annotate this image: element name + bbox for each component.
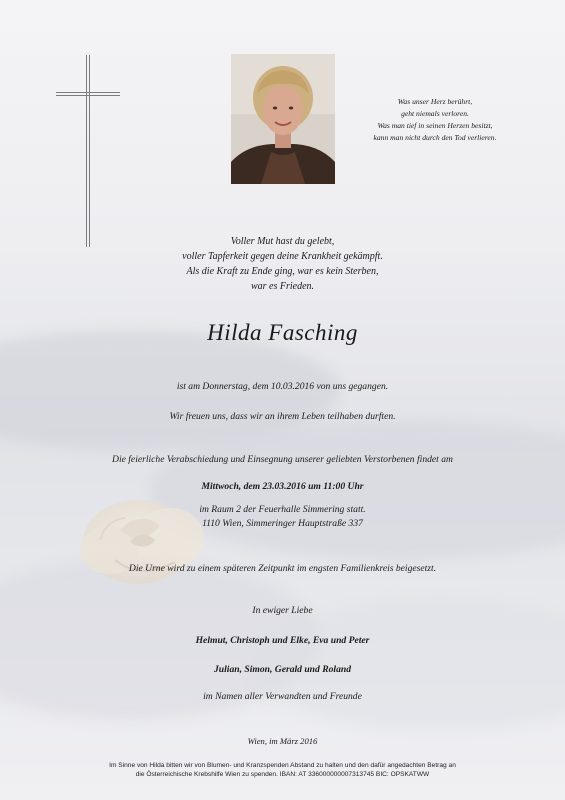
gratitude-text: Wir freuen uns, dass wir an ihrem Leben teilhaben durften. (169, 411, 396, 422)
footer-line: Im Sinne von Hilda bitten wir von Blumen- und Kranzspenden Abstand zu halten und den dafür angedachten Betrag an (109, 762, 456, 769)
memorial-quote (350, 96, 520, 144)
ceremony-date-time: Mittwoch, dem 23.03.2016 um 11:00 Uhr (201, 481, 364, 492)
quote-line: geht niemals verloren. (401, 109, 469, 118)
rose-image (80, 480, 230, 600)
place-date: Wien, im März 2016 (247, 736, 318, 746)
cross-icon (86, 55, 90, 247)
memorial-poem (120, 234, 445, 294)
poem-line: Voller Mut hast du gelebt, (230, 236, 335, 247)
quote-line: Was unser Herz berührt, (397, 97, 473, 106)
farewell-text: In ewiger Liebe (252, 605, 313, 616)
footer-line: die Österreichische Krebshilfe Wien zu spenden. IBAN: AT 336000000007313745 BIC: OPSKATWW (135, 771, 430, 778)
donation-footer (20, 761, 545, 779)
poem-line: war es Frieden. (250, 281, 315, 292)
quote-line: kann man nicht durch den Tod verlieren. (373, 133, 497, 142)
urn-notice: Die Urne wird zu einem späteren Zeitpunkt im engsten Familienkreis beigesetzt. (128, 563, 437, 574)
poem-line: Als die Kraft zu Ende ging, war es kein Sterben, (186, 266, 379, 277)
mourners-line-2: Julian, Simon, Gerald und Roland (213, 664, 352, 675)
portrait-photo (231, 54, 335, 184)
mourners-line-3: im Namen aller Verwandten und Freunde (203, 691, 362, 702)
death-notice: ist am Donnerstag, dem 10.03.2016 von uns gegangen. (176, 381, 389, 392)
quote-line: Was man tief in seinen Herzen besitzt, (377, 121, 493, 130)
ceremony-location: im Raum 2 der Feuerhalle Simmering statt. (199, 504, 366, 515)
poem-line: voller Tapferkeit gegen deine Krankheit gekämpft. (182, 251, 383, 262)
ceremony-address: 1110 Wien, Simmeringer Hauptstraße 337 (202, 518, 363, 529)
cross-icon-bar (56, 92, 120, 96)
mourners-line-1: Helmut, Christoph und Elke, Eva und Peter (195, 635, 370, 646)
ceremony-intro: Die feierliche Verabschiedung und Einsegnung unserer geliebten Verstorbenen findet am (112, 454, 453, 465)
deceased-name: Hilda Fasching (207, 320, 358, 345)
